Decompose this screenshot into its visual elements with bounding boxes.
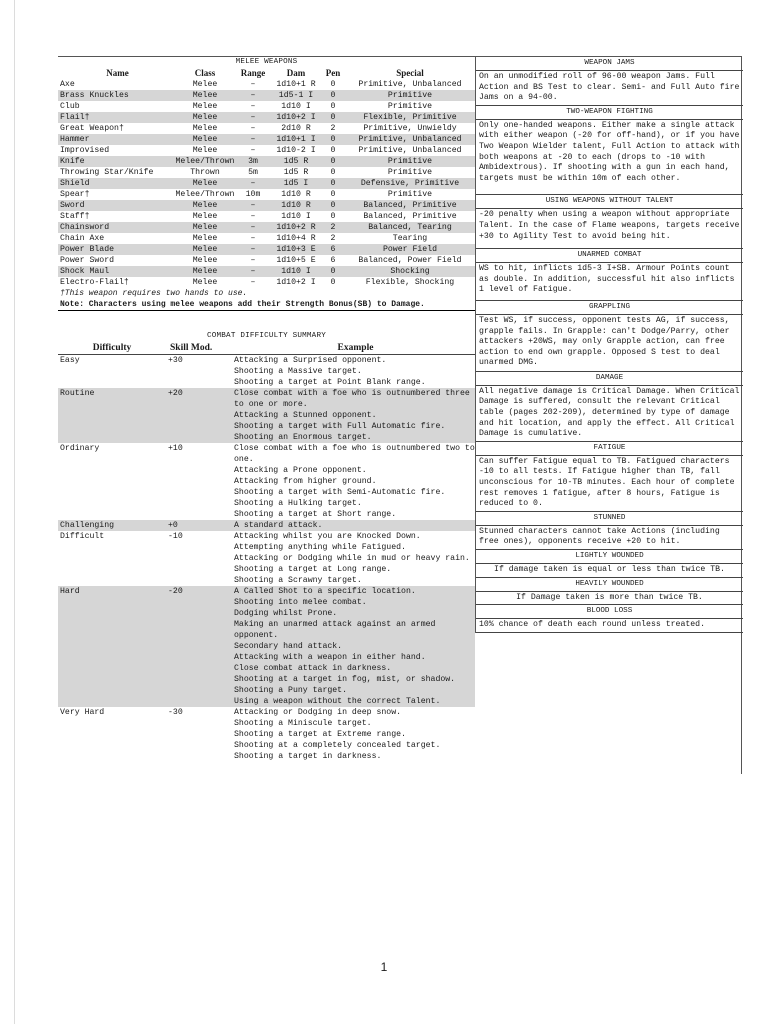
example-line: Shooting at a completely concealed target. xyxy=(234,741,441,750)
table-row xyxy=(58,145,475,156)
example-line: Attacking a Stunned opponent. xyxy=(234,411,377,420)
header-special: Special xyxy=(396,68,424,78)
combat-table-body xyxy=(58,355,475,762)
rule-text: -20 penalty when using a weapon without appropriate Talent. In the case of Flame weapons, targets receive +30 to Agility Test to avoid being hit. xyxy=(479,210,740,241)
cell-dam: 1d10 R xyxy=(281,201,311,210)
example-line: Attacking a Surprised opponent. xyxy=(234,356,387,365)
cell-dam: 1d5 I xyxy=(283,179,309,188)
cell-pen: 6 xyxy=(330,245,336,254)
cell-pen: 2 xyxy=(330,234,336,243)
cell-special: Flexible, Shocking xyxy=(365,278,455,287)
cell-special: Primitive xyxy=(387,157,433,166)
rule-box xyxy=(476,195,743,249)
example-line: Shooting a target in darkness. xyxy=(234,752,382,761)
rule-title: GRAPPLING xyxy=(476,301,743,315)
cell-class: Melee xyxy=(192,278,218,287)
table-row xyxy=(58,101,475,112)
cell-range: 10m xyxy=(245,190,261,199)
rule-text: If damage taken is equal or less than twice TB. xyxy=(494,565,725,574)
difficulty-examples xyxy=(234,443,475,520)
table-row xyxy=(58,244,475,255)
example-line: Secondary hand attack. xyxy=(234,642,343,651)
example-line: Shooting a target with Semi-Automatic fire. xyxy=(234,488,446,497)
table-row xyxy=(58,200,475,211)
cell-special: Primitive, Unbalanced xyxy=(358,80,462,89)
cell-name: Knife xyxy=(60,157,85,166)
cell-range: – xyxy=(250,179,256,188)
cell-class: Thrown xyxy=(190,168,220,177)
difficulty-examples xyxy=(234,520,475,531)
example-line: Shooting a Massive target. xyxy=(234,367,362,376)
skill-mod: -30 xyxy=(168,708,183,717)
example-line: Shooting a target with Full Automatic fire. xyxy=(234,422,446,431)
cell-range: – xyxy=(250,146,256,155)
rule-title: TWO-WEAPON FIGHTING xyxy=(476,106,743,120)
cell-pen: 0 xyxy=(330,80,336,89)
table-row xyxy=(58,211,475,222)
cell-dam: 1d10 I xyxy=(281,267,311,276)
example-line: Shooting a target at Extreme range. xyxy=(234,730,406,739)
rule-text: Test WS, if success, opponent tests AG, if success, grapple fails. In Grapple: can't Dodge/Parry, other attackers +20WS, may only Grapple action, can free action to end own grapple. Opposed S test to deal unarmed DMG. xyxy=(479,315,730,368)
table-row xyxy=(58,189,475,200)
example-line: Attacking with a weapon in either hand. xyxy=(234,653,426,662)
example-line: Using a weapon without the correct Talent. xyxy=(234,697,441,706)
skill-mod: +30 xyxy=(168,356,183,365)
difficulty-row xyxy=(58,443,475,520)
example-line: Shooting a Miniscule target. xyxy=(234,719,372,728)
cell-dam: 1d10+1 I xyxy=(276,135,316,144)
difficulty-name: Challenging xyxy=(60,521,115,530)
page-edge xyxy=(14,0,15,1024)
cell-range: – xyxy=(250,212,256,221)
table-row xyxy=(58,79,475,90)
header-pen: Pen xyxy=(325,68,341,78)
difficulty-name: Routine xyxy=(60,389,95,398)
cell-name: Sword xyxy=(60,201,85,210)
table-row xyxy=(58,156,475,167)
cell-name: Electro-Flail† xyxy=(60,278,129,287)
cell-dam: 1d5 R xyxy=(283,168,309,177)
melee-header-row xyxy=(58,68,475,79)
cell-name: Shield xyxy=(60,179,90,188)
table-row xyxy=(58,266,475,277)
cell-special: Tearing xyxy=(392,234,428,243)
table-row xyxy=(58,134,475,145)
cell-special: Primitive, Unbalanced xyxy=(358,135,462,144)
cell-range: – xyxy=(250,91,256,100)
example-line: Shooting a Puny target. xyxy=(234,686,348,695)
rule-text: On an unmodified roll of 96-00 weapon Jams. Full Action and BS Test to clear. Semi- and Full Auto fire Jams on a 94-00. xyxy=(479,72,740,103)
rule-title: WEAPON JAMS xyxy=(476,57,743,71)
cell-name: Flail† xyxy=(60,113,90,122)
example-line: Shooting a Scrawny target. xyxy=(234,576,362,585)
cell-class: Melee xyxy=(192,124,218,133)
cell-class: Melee xyxy=(192,267,218,276)
difficulty-row xyxy=(58,388,475,443)
difficulty-examples xyxy=(234,355,475,388)
rule-title: USING WEAPONS WITHOUT TALENT xyxy=(476,195,743,209)
table-row xyxy=(58,112,475,123)
cell-dam: 1d10 I xyxy=(281,212,311,221)
header-example: Example xyxy=(337,343,374,353)
difficulty-row xyxy=(58,355,475,388)
example-line: Making an unarmed attack against an armed opponent. xyxy=(234,620,436,640)
rule-text: If Damage taken is more than twice TB. xyxy=(516,592,703,602)
cell-dam: 1d10+2 I xyxy=(276,278,316,287)
rule-title: UNARMED COMBAT xyxy=(476,249,743,263)
difficulty-row xyxy=(58,531,475,586)
cell-name: Power Blade xyxy=(60,245,115,254)
skill-mod: +20 xyxy=(168,389,183,398)
difficulty-examples xyxy=(234,586,475,707)
cell-range: – xyxy=(250,234,256,243)
cell-range: – xyxy=(250,80,256,89)
cell-class: Melee xyxy=(192,223,218,232)
rule-title: HEAVILY WOUNDED xyxy=(476,578,743,592)
table-row xyxy=(58,222,475,233)
rule-text: Can suffer Fatigue equal to TB. Fatigued characters -10 to all tests. If Fatigue higher than TB, fall unconscious for 10-TB minutes. Each hour of complete rest removes 1 fatigue, after 8 hours, Fatigue is reduced to 0. xyxy=(479,456,735,509)
rule-box xyxy=(476,605,743,633)
skill-mod: -20 xyxy=(168,587,183,596)
table-row xyxy=(58,233,475,244)
cell-dam: 1d10-2 I xyxy=(276,146,316,155)
cell-pen: 0 xyxy=(330,91,336,100)
cell-pen: 2 xyxy=(330,124,336,133)
example-line: Shooting into melee combat. xyxy=(234,598,367,607)
cell-class: Melee/Thrown xyxy=(175,190,235,199)
rule-box xyxy=(476,106,743,196)
rule-box xyxy=(476,301,743,372)
cell-dam: 1d10 I xyxy=(281,102,311,111)
rule-box xyxy=(476,372,743,442)
cell-pen: 0 xyxy=(330,146,336,155)
rule-text: Stunned characters cannot take Actions (including free ones), opponents receive +20 to hit. xyxy=(479,526,720,547)
cell-class: Melee xyxy=(192,201,218,210)
cell-special: Power Field xyxy=(382,245,438,254)
header-name: Name xyxy=(106,68,129,78)
cell-special: Primitive xyxy=(387,91,433,100)
cell-name: Axe xyxy=(60,80,75,89)
cell-dam: 2d10 R xyxy=(281,124,311,133)
cell-dam: 1d5-1 I xyxy=(278,91,314,100)
cell-range: – xyxy=(250,113,256,122)
difficulty-name: Difficult xyxy=(60,532,105,541)
cell-class: Melee xyxy=(192,80,218,89)
cell-special: Flexible, Primitive xyxy=(363,113,457,122)
cell-dam: 1d5 R xyxy=(283,157,309,166)
example-line: Shooting a target at Point Blank range. xyxy=(234,378,426,387)
example-line: Attempting anything while Fatigued. xyxy=(234,543,406,552)
difficulty-name: Ordinary xyxy=(60,444,100,453)
cell-name: Great Weapon† xyxy=(60,124,124,133)
section-gap xyxy=(58,311,475,331)
cell-range: 5m xyxy=(248,168,258,177)
cell-range: – xyxy=(250,278,256,287)
rule-box xyxy=(476,442,743,512)
cell-name: Power Sword xyxy=(60,256,115,265)
table-row xyxy=(58,277,475,288)
cell-dam: 1d10+4 R xyxy=(276,234,316,243)
cell-pen: 0 xyxy=(330,201,336,210)
cell-pen: 0 xyxy=(330,168,336,177)
cell-class: Melee xyxy=(192,212,218,221)
cell-class: Melee xyxy=(192,245,218,254)
rule-title: BLOOD LOSS xyxy=(476,605,743,619)
difficulty-examples xyxy=(234,531,475,586)
example-line: Shooting a target at Short range. xyxy=(234,510,397,519)
rule-box xyxy=(476,512,743,550)
cell-name: Staff† xyxy=(60,212,90,221)
cell-pen: 0 xyxy=(330,190,336,199)
example-line: Attacking or Dodging in deep snow. xyxy=(234,708,402,717)
cell-name: Hammer xyxy=(60,135,90,144)
skill-mod: -10 xyxy=(168,532,183,541)
rule-text: All negative damage is Critical Damage. When Critical Damage is suffered, consult the relevant Critical table (pages 202-209), determined by type of damage and hit location, and apply the effect. All Critical Damage is cumulative. xyxy=(479,386,740,439)
table-row xyxy=(58,123,475,134)
cell-special: Primitive, Unbalanced xyxy=(358,146,462,155)
melee-weapons-title: MELEE WEAPONS xyxy=(235,58,298,66)
cell-name: Improvised xyxy=(60,146,110,155)
header-dam: Dam xyxy=(286,68,306,78)
example-line: Attacking or Dodging while in mud or heavy rain. xyxy=(234,554,470,563)
rule-text: Only one-handed weapons. Either make a single attack with either weapon (-20 for off-hand), or if you have Two Weapon Wielder talent, Full Action to attack with both weapons at -20 to each (drops to -10 with Ambidextrous). If shooting with a gun in each hand, targets must be within 10m of each other. xyxy=(479,120,740,183)
rule-title: STUNNED xyxy=(476,512,743,526)
cell-name: Spear† xyxy=(60,190,90,199)
cell-class: Melee xyxy=(192,146,218,155)
cell-special: Balanced, Primitive xyxy=(363,201,457,210)
cell-special: Shocking xyxy=(390,267,430,276)
rule-text: 10% chance of death each round unless treated. xyxy=(479,620,706,630)
cell-dam: 1d10 R xyxy=(281,190,311,199)
cell-range: – xyxy=(250,245,256,254)
difficulty-row xyxy=(58,520,475,531)
cell-name: Brass Knuckles xyxy=(60,91,129,100)
table-row xyxy=(58,167,475,178)
cell-range: – xyxy=(250,124,256,133)
page-number: 1 xyxy=(380,960,388,974)
difficulty-name: Hard xyxy=(60,587,80,596)
table-row xyxy=(58,255,475,266)
example-line: A standard attack. xyxy=(234,521,323,530)
cell-range: – xyxy=(250,135,256,144)
cell-class: Melee xyxy=(192,256,218,265)
example-line: Close combat with a foe who is outnumbered two to one. xyxy=(234,444,475,464)
melee-table-body xyxy=(58,79,475,288)
cell-special: Balanced, Primitive xyxy=(363,212,457,221)
cell-range: – xyxy=(250,267,256,276)
example-line: Shooting an Enormous target. xyxy=(234,433,372,442)
cell-special: Primitive xyxy=(387,168,433,177)
cell-pen: 0 xyxy=(330,278,336,287)
cell-special: Balanced, Tearing xyxy=(368,223,452,232)
rule-box xyxy=(476,57,743,106)
cell-class: Melee xyxy=(192,102,218,111)
rule-title: FATIGUE xyxy=(476,442,743,456)
difficulty-row xyxy=(58,707,475,762)
cell-dam: 1d10+5 E xyxy=(276,256,316,265)
cell-name: Shock Maul xyxy=(60,267,110,276)
cell-pen: 0 xyxy=(330,135,336,144)
cell-name: Chain Axe xyxy=(60,234,105,243)
rule-title: DAMAGE xyxy=(476,372,743,386)
header-skill-mod: Skill Mod. xyxy=(170,343,213,353)
cell-class: Melee xyxy=(192,113,218,122)
table-row xyxy=(58,178,475,189)
cell-special: Primitive, Unwieldy xyxy=(363,124,457,133)
cell-range: – xyxy=(250,223,256,232)
rule-title: LIGHTLY WOUNDED xyxy=(476,550,743,564)
difficulty-name: Easy xyxy=(60,356,80,365)
difficulty-examples xyxy=(234,388,475,443)
cell-class: Melee xyxy=(192,179,218,188)
rule-box xyxy=(476,578,743,606)
difficulty-name: Very Hard xyxy=(60,708,105,717)
example-line: Dodging whilst Prone. xyxy=(234,609,338,618)
cell-dam: 1d10+2 R xyxy=(276,223,316,232)
cell-special: Balanced, Power Field xyxy=(358,256,462,265)
cell-dam: 1d10+2 I xyxy=(276,113,316,122)
example-line: Attacking a Prone opponent. xyxy=(234,466,367,475)
difficulty-examples xyxy=(234,707,475,762)
example-line: Close combat with a foe who is outnumbered three to one or more. xyxy=(234,389,470,409)
cell-dam: 1d10+3 E xyxy=(276,245,316,254)
cell-range: 3m xyxy=(248,157,258,166)
cell-pen: 2 xyxy=(330,223,336,232)
cell-pen: 0 xyxy=(330,102,336,111)
rule-text: WS to hit, inflicts 1d5-3 I+SB. Armour Points count as double. In addition, successful hit also inflicts 1 level of Fatigue. xyxy=(479,264,735,295)
skill-mod: +0 xyxy=(168,521,178,530)
cell-special: Defensive, Primitive xyxy=(360,179,460,188)
cell-name: Throwing Star/Knife xyxy=(60,168,154,177)
cell-pen: 6 xyxy=(330,256,336,265)
example-line: Attacking whilst you are Knocked Down. xyxy=(234,532,421,541)
cell-range: – xyxy=(250,102,256,111)
cell-special: Primitive xyxy=(387,102,433,111)
two-hands-footnote: †This weapon requires two hands to use. xyxy=(60,289,248,298)
example-line: A Called Shot to a specific location. xyxy=(234,587,416,596)
combat-difficulty-title: COMBAT DIFFICULTY SUMMARY xyxy=(207,332,326,340)
example-line: Close combat attack in darkness. xyxy=(234,664,392,673)
cell-range: – xyxy=(250,256,256,265)
header-range: Range xyxy=(240,68,266,78)
cell-range: – xyxy=(250,201,256,210)
cell-pen: 0 xyxy=(330,212,336,221)
table-row xyxy=(58,90,475,101)
cell-name: Club xyxy=(60,102,80,111)
cell-dam: 1d10+1 R xyxy=(276,80,316,89)
example-line: Shooting a target at Long range. xyxy=(234,565,392,574)
cell-pen: 0 xyxy=(330,267,336,276)
right-column xyxy=(475,57,743,633)
cell-pen: 0 xyxy=(330,157,336,166)
strength-bonus-note: Note: Characters using melee weapons add their Strength Bonus(SB) to Damage. xyxy=(58,299,475,311)
cell-name: Chainsword xyxy=(60,223,110,232)
cell-special: Primitive xyxy=(387,190,433,199)
cell-class: Melee xyxy=(192,135,218,144)
cell-pen: 0 xyxy=(330,113,336,122)
cell-class: Melee xyxy=(192,91,218,100)
left-column xyxy=(58,57,475,762)
header-difficulty: Difficulty xyxy=(92,343,132,353)
cell-pen: 0 xyxy=(330,179,336,188)
rule-box xyxy=(476,249,743,301)
skill-mod: +10 xyxy=(168,444,183,453)
difficulty-row xyxy=(58,586,475,707)
rule-box xyxy=(476,550,743,578)
cell-class: Melee xyxy=(192,234,218,243)
combat-header-row xyxy=(58,342,475,355)
example-line: Shooting a Hulking target. xyxy=(234,499,362,508)
example-line: Shooting at a target in fog, mist, or shadow. xyxy=(234,675,456,684)
header-class: Class xyxy=(194,68,216,78)
cell-class: Melee/Thrown xyxy=(175,157,235,166)
example-line: Attacking from higher ground. xyxy=(234,477,377,486)
